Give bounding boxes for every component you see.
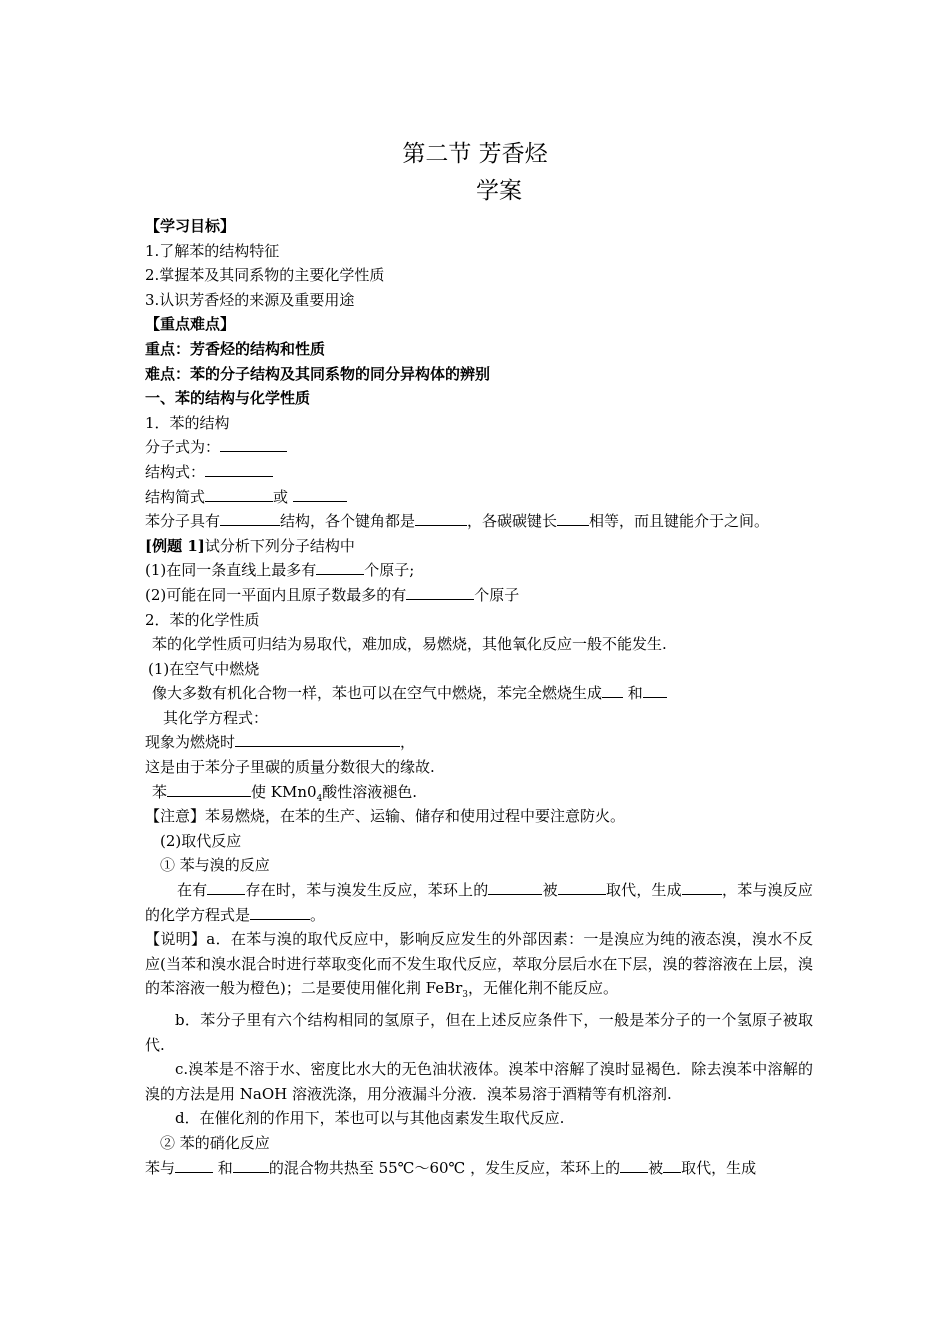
paragraph-nitration: 苯与 和 的混合物共热至 55℃～60℃ ，发生反应，苯环上的 被 取代，生成 [145, 1158, 757, 1177]
blank-field [250, 905, 310, 920]
blank-field [488, 880, 542, 895]
explanation-b: b．苯分子里有六个结构相同的氢原子，但在上述反应条件下，一般是苯分子的一个氢原子被取代. [145, 1011, 813, 1054]
blank-field [220, 511, 280, 526]
blank-field [205, 462, 273, 477]
section-heading-goals: 【学习目标】 [145, 217, 236, 235]
subsection-chemical-properties: 2．苯的化学性质 [145, 610, 260, 629]
subsection-structure: 1．苯的结构 [145, 413, 230, 432]
blank-field [235, 732, 400, 747]
goal-item-3: 3.认识芳香烃的来源及重要用途 [145, 290, 355, 309]
blank-field [205, 487, 273, 502]
blank-field [175, 1158, 213, 1173]
paragraph-structure: 苯分子具有 结构，各个键角都是 ，各碳碳键长 相等，而且键能介于之间。 [145, 512, 770, 531]
paragraph-combustion: 像大多数有机化合物一样，苯也可以在空气中燃烧，苯完全燃烧生成 和 [145, 681, 813, 706]
heading-substitution: (2)取代反应 [160, 831, 242, 850]
fill-line-molecular-formula: 分子式为： [145, 435, 813, 460]
blank-field [663, 1158, 681, 1173]
explanation-d: d．在催化剂的作用下，苯也可以与其他卤素发生取代反应. [175, 1109, 565, 1128]
example-1-question-1: (1)在同一条直线上最多有 个原子; [145, 561, 415, 580]
blank-field [207, 880, 245, 895]
goal-item-1: 1.了解苯的结构特征 [145, 241, 280, 260]
heading-combustion: (1)在空气中燃烧 [148, 659, 260, 678]
blank-field [558, 880, 606, 895]
blank-field [406, 585, 474, 600]
explanation-a: 【说明】a．在苯与溴的取代反应中，影响反应发生的外部因素：一是溴应为纯的液态溴，溴水不反应(当苯和溴水混合时进行萃取变化而不发生取代反应，萃取分层后水在下层，溴的蓉溶液在上层，溴的苯溶液一般为橙色)；二是要使用催化荆 FeBr$_3$，无催化荆不能反应。 [145, 930, 813, 1001]
page-subtitle: 学案 [476, 178, 522, 204]
paragraph-carbon-fraction: 这是由于苯分子里碳的质量分数很大的缘故. [145, 758, 435, 777]
fill-line-kmno4: 苯 使 $KMn0_4$酸性溶液褪色. [152, 782, 418, 804]
note-fire-safety: 【注意】苯易燃烧，在苯的生产、运输、储存和使用过程中要注意防火。 [145, 807, 626, 826]
blank-field [557, 511, 589, 526]
fill-line-structural-formula: 结构式： [145, 460, 813, 485]
section-heading-benzene: 一、苯的结构与化学性质 [145, 389, 311, 408]
blank-field [643, 683, 667, 698]
blank-field [316, 560, 364, 575]
document-body [145, 214, 813, 1180]
fill-line-phenomenon: 现象为燃烧时 ， [145, 733, 416, 752]
blank-field [220, 437, 287, 452]
example-1-question-2: (2)可能在同一平面内且原子数最多的有 个原子 [145, 585, 520, 604]
heading-nitration: ② 苯的硝化反应 [160, 1133, 270, 1152]
blank-field [602, 683, 623, 698]
fill-line-simplified-formula: 结构简式 或 [145, 485, 813, 510]
key-point: 重点：芳香烃的结构和性质 [145, 339, 326, 358]
label-equation: 其化学方程式： [163, 708, 269, 727]
paragraph-bromine-reaction: 在有 存在时，苯与溴发生反应，苯环上的 被 取代，生成 ，苯与溴反应的化学方程式是 。 [145, 881, 813, 924]
blank-field [620, 1158, 648, 1173]
section-heading-key-points: 【重点难点】 [145, 315, 236, 334]
explanation-c: c.溴苯是不溶于水、密度比水大的无色油状液体。溴苯中溶解了溴时显褐色．除去溴苯中溶解的溴的方法是用 NaOH 溶液洗涤，用分液漏斗分液．溴苯易溶于酒精等有机溶剂. [145, 1060, 813, 1103]
difficult-point: 难点：苯的分子结构及其同系物的同分异构体的辨别 [145, 364, 491, 383]
heading-bromine-reaction: ① 苯与溴的反应 [160, 856, 270, 875]
blank-field [233, 1158, 269, 1173]
goal-item-2: 2.掌握苯及其同系物的主要化学性质 [145, 266, 385, 285]
page-title: 第二节 芳香烃 [402, 141, 548, 167]
blank-field [167, 782, 251, 797]
paragraph-properties-summary: 苯的化学性质可归结为易取代，难加成，易燃烧，其他氧化反应一般不能发生. [152, 635, 667, 654]
example-1-heading: [例题 1]试分析下列分子结构中 [145, 536, 355, 555]
blank-field [415, 511, 467, 526]
blank-field [682, 880, 722, 895]
blank-field [293, 487, 347, 502]
